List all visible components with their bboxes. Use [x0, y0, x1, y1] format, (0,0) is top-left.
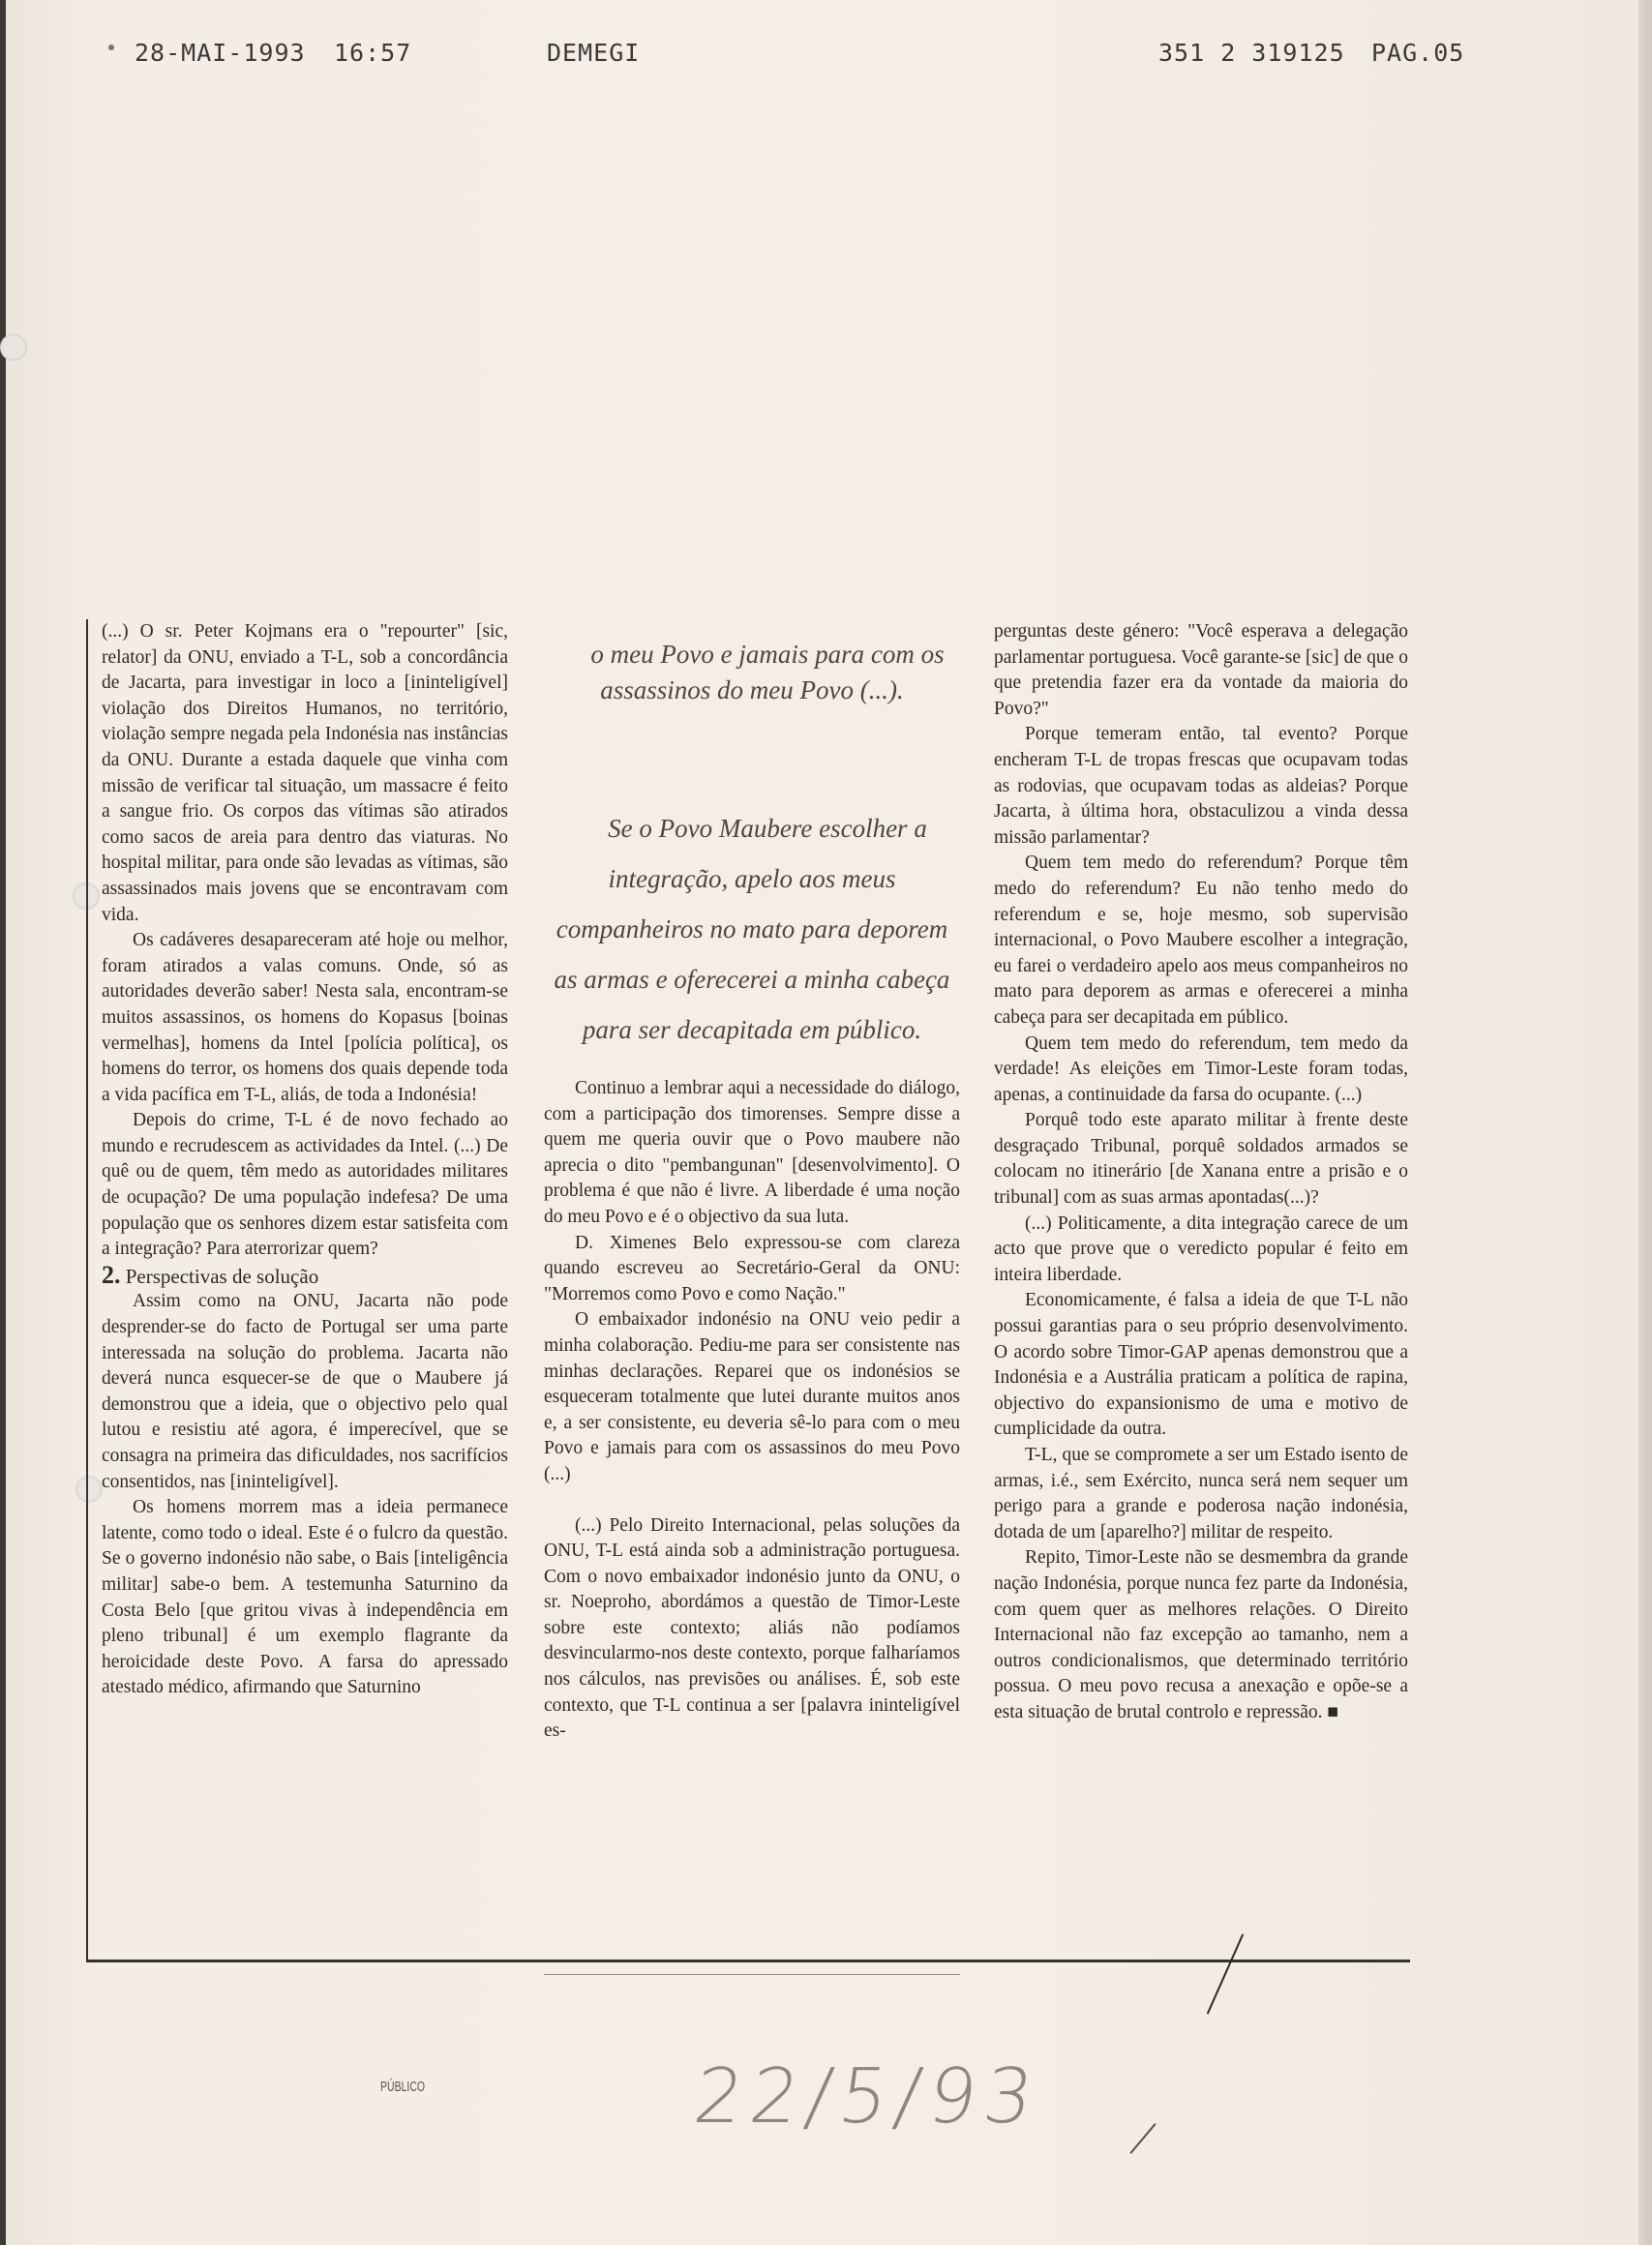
- clipping-left-rule: [86, 619, 88, 1960]
- right-column: [994, 619, 1408, 1726]
- clipping-bottom-rule: [86, 1960, 1410, 1962]
- paragraph: Continuo a lembrar aqui a necessidade do diálogo, com a participação dos timorenses. Sempre disse a quem me queria ouvir que o Povo maubere não aprecia o dito "pembangunan" [desenvolvimento]. O problema é que não é livre. A liberdade é uma noção do meu Povo e é o objectivo da sua luta.: [544, 1078, 960, 1227]
- fax-sender: DEMEGI: [547, 39, 641, 67]
- paragraph: Os homens morrem mas a ideia permanece latente, como todo o ideal. Este é o fulcro da questão. Se o governo indonésio não sabe, o Bais [inteligência militar] sabe-o bem. A testemunha Saturnino da Costa Belo [que gritou vivas à independência em pleno tribunal] é um exemplo flagrante da heroicidade deste Povo. A farsa do apressado atestado médico, afirmando que Saturnino: [102, 1497, 508, 1698]
- fax-header: [111, 39, 1478, 70]
- paragraph: Os cadáveres desapareceram até hoje ou melhor, foram atirados a valas comuns. Onde, só as autoridades deverão saber! Nesta sala, encontram-se muitos assassinos, os homens do Kopasus [boinas vermelhas], homens da Intel [polícia política], os homens do terror, os homens dos quais depende toda a vida pacífica em T-L, aliás, de toda a Indonésia!: [102, 930, 508, 1105]
- end-mark: ■: [1327, 1701, 1339, 1722]
- paragraph: O embaixador indonésio na ONU veio pedir a minha colaboração. Pediu-me para ser consistente nas minhas declarações. Reparei que os indonésios se esqueceram totalmente que lutei durante muitos anos e, a ser consistente, eu deveria sê-lo para com o meu Povo e jamais para com os assassinos do meu Povo (...): [544, 1309, 960, 1484]
- paragraph: (...) Politicamente, a dita integração carece de um acto que prove que o veredicto popular é feito em inteira liberdade.: [994, 1212, 1408, 1285]
- subhead-text: Perspectivas de solução: [125, 1264, 319, 1288]
- pen-stroke: [1207, 1933, 1244, 2014]
- pullquote: o meu Povo e jamais para com os assassinos do meu Povo (...).: [590, 640, 945, 704]
- middle-body: [544, 1076, 960, 1745]
- left-column: [92, 619, 508, 1701]
- column-end-rule: [544, 1974, 960, 1975]
- middle-column: [544, 619, 960, 1745]
- paragraph: Assim como na ONU, Jacarta não pode desprender-se do facto de Portugal ser uma parte interessada na solução do problema. Jacarta não deverá nunca esquecer-se de que o Maubere já demonstrou que a ideia, que o objectivo pelo qual lutou e resistiu até agora, é imperecível, que se consagra na primeira das dificuldades, nos sacrifícios consentidos, nas [ininteligível].: [102, 1291, 508, 1492]
- paragraph: (...) Pelo Direito Internacional, pelas soluções da ONU, T-L está ainda sob a administração portuguesa. Com o novo embaixador indonésio junto da ONU, o sr. Noeproho, abordámos a questão de Timor-Leste sobre este contexto; aliás não podíamos desvincularmo-nos deste contexto, porque falharíamos nos cálculos, nas previsões ou análises. É, sob este contexto, que T-L continua a ser [palavra ininteligível es-: [544, 1514, 960, 1742]
- paragraph: [994, 1545, 1408, 1725]
- fax-page: PAG.05: [1371, 39, 1465, 67]
- paragraph: Depois do crime, T-L é de novo fechado ao mundo e recrudescem as actividades da Intel. (...) De quê ou de quem, têm medo as autoridades militares de ocupação? De uma população indefesa? De uma população que os senhores dizem estar satisfeita com a integração? Para aterrorizar quem?: [102, 1110, 508, 1260]
- paragraph: (...) O sr. Peter Kojmans era o "repourter" [sic, relator] da ONU, enviado a T-L, sob a concordância de Jacarta, para investigar in loco a [ininteligível] violação dos Direitos Humanos, no território, violação sempre negada pela Indonésia nas instâncias da ONU. Durante a estada daquele que vinha com missão de verificar tal situação, um massacre é feito a sangue frio. Os corpos das vítimas são atirados como sacos de areia para dentro das viaturas. No hospital militar, para onde são levadas as vítimas, são assassinados mais jovens que se encontravam com vida.: [102, 621, 508, 925]
- subhead-number: 2.: [102, 1260, 121, 1289]
- pen-stroke: [1129, 2123, 1156, 2154]
- paragraph: T-L, que se compromete a ser um Estado isento de armas, i.é., sem Exército, nunca será nem sequer um perigo para a grande e poderosa nação indonésia, dotada de um [aparelho?] militar de respeito.: [994, 1445, 1408, 1542]
- paragraph: Quem tem medo do referendum, tem medo da verdade! As eleições em Timor-Leste foram todas, apenas, a continuidade da farsa do ocupante. (...): [994, 1033, 1408, 1105]
- handwritten-date: 22/5/93: [688, 2053, 1047, 2140]
- source-label: PÚBLICO: [380, 2079, 426, 2095]
- punch-hole: [0, 334, 27, 361]
- paragraph-text: Repito, Timor-Leste não se desmembra da grande nação Indonésia, porque nunca fez parte da Indonésia, com quem quer as melhores relações. O Direito Internacional não faz excepção ao tamanho, nem a outros condicionalismos, que determinado território possua. O meu povo recusa a anexação e opõe-se a esta situação de brutal controlo e repressão.: [994, 1547, 1408, 1722]
- pullquote-highlight: Se o Povo Maubere escolher a integração, apelo aos meus companheiros no mato para deporem as armas e oferecerei a minha cabeça para ser decapitada em público.: [554, 814, 950, 1044]
- paragraph: Quem tem medo do referendum? Porque têm medo do referendum? Eu não tenho medo do referendum e se, hoje mesmo, sob supervisão internacional, o Povo Maubere escolher a integração, eu farei o verdadeiro apelo aos meus companheiros no mato para deporem as armas e oferecerei a minha cabeça para ser decapitada em público.: [994, 853, 1408, 1028]
- paragraph: Economicamente, é falsa a ideia de que T-L não possui garantias para o seu próprio desenvolvimento. O acordo sobre Timor-GAP apenas demonstrou que a Indonésia e a Austrália praticam a política de rapina, objectivo do expansionismo de uma e motivo de cumplicidade da outra.: [994, 1290, 1408, 1440]
- section-subhead: [102, 1260, 508, 1290]
- paragraph: Porque temeram então, tal evento? Porque encheram T-L de tropas frescas que ocupavam todas as rodovias, que ocupavam todas as aldeias? Porque Jacarta, à última hora, obstaculizou a vinda dessa missão parlamentar?: [994, 724, 1408, 848]
- paragraph: D. Ximenes Belo expressou-se com clareza quando escreveu ao Secretário-Geral da ONU: "Morremos como Povo e como Nação.": [544, 1232, 960, 1304]
- paragraph: Porquê todo este aparato militar à frente deste desgraçado Tribunal, porquê soldados armados se colocam no itinerário [de Xanana entre a prisão e o tribunal] com as suas armas apontadas(...)?: [994, 1110, 1408, 1209]
- newspaper-clipping: [92, 619, 1408, 1993]
- paragraph: perguntas deste género: "Você esperava a delegação parlamentar portuguesa. Você garante-se [sic] de que o que pretendia fazer era da vontade da maioria do Povo?": [994, 621, 1408, 719]
- page-right-edge: [1638, 0, 1652, 2245]
- fax-number: 351 2 319125: [1158, 39, 1345, 67]
- fax-time: 16:57: [334, 39, 412, 67]
- fax-date: 28-MAI-1993: [135, 39, 306, 67]
